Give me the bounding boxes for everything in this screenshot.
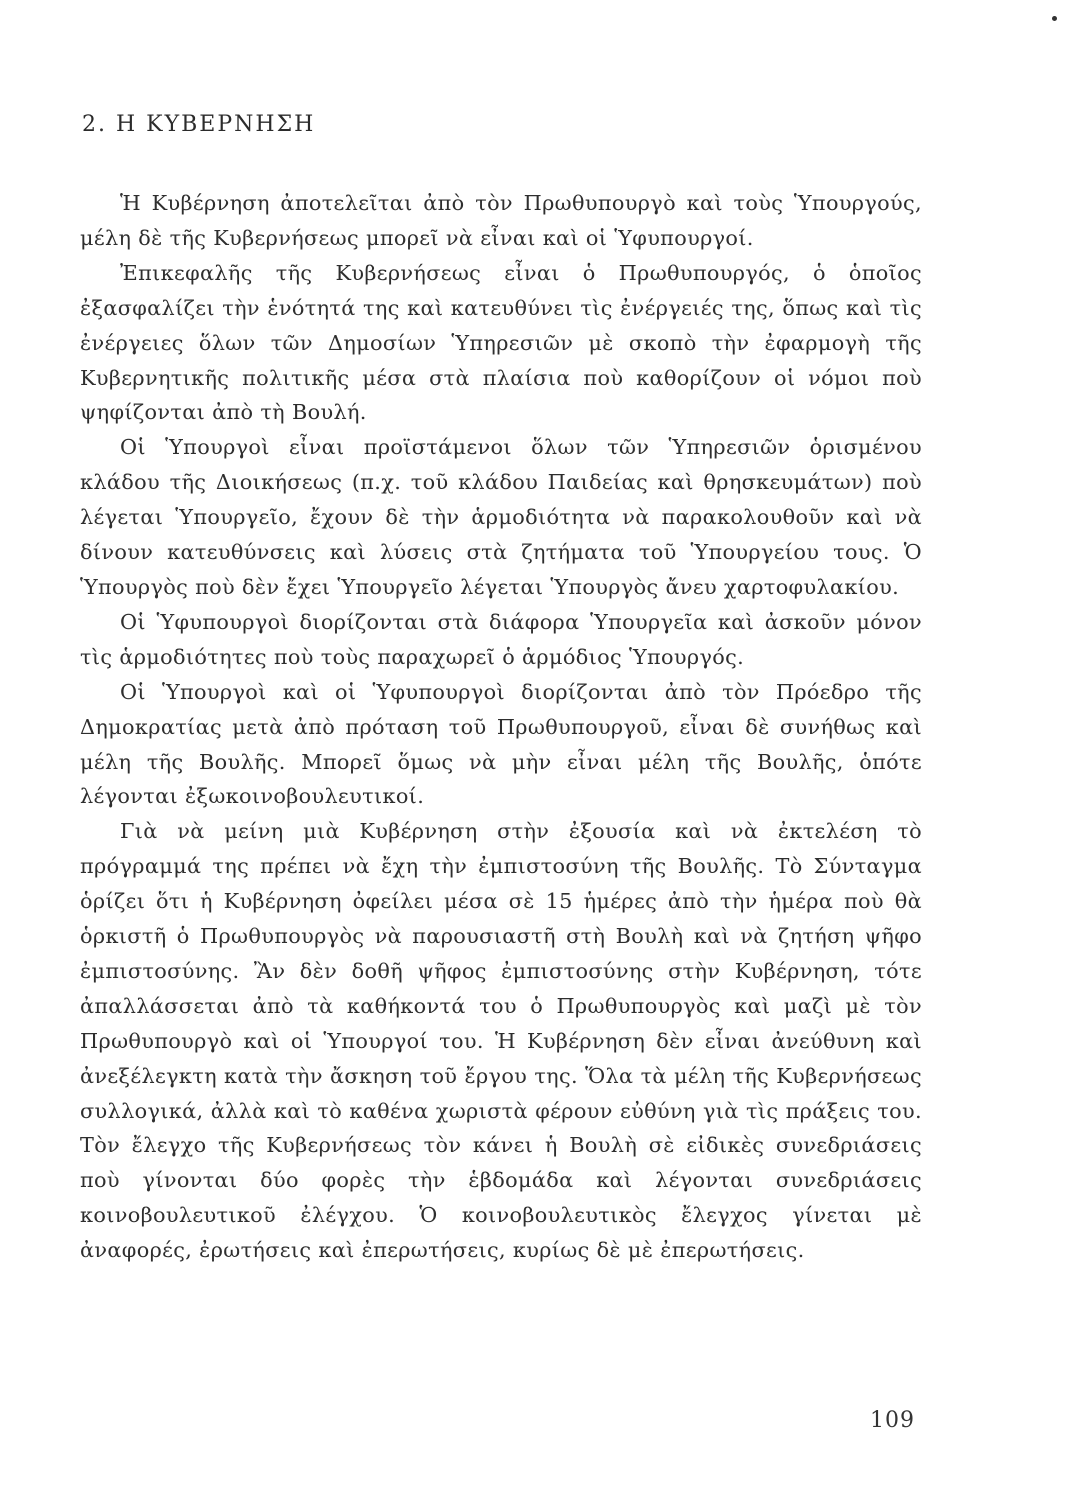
paragraph: Ἐπικεφαλῆς τῆς Κυβερνήσεως εἶναι ὁ Πρωθυπουργός, ὁ ὁποῖος ἐξασφαλίζει τὴν ἑνότητά της καὶ κατευθύνει τὶς ἐνέργειές της, ὅπως καὶ τὶς ἐνέργειες ὅλων τῶν Δημοσίων Ὑπηρεσιῶν μὲ σκοπὸ τὴν ἐφαρμογὴ τῆς Κυβερνητικῆς πολιτικῆς μέσα στὰ πλαίσια ποὺ καθορίζουν οἱ νόμοι ποὺ ψηφίζονται ἀπὸ τὴ Βουλή. xyxy=(80,260,922,425)
section-heading: 2. Η ΚΥΒΕΡΝΗΣΗ xyxy=(82,112,316,137)
paragraph: Ἡ Κυβέρνηση ἀποτελεῖται ἀπὸ τὸν Πρωθυπουργὸ καὶ τοὺς Ὑπουργούς, μέλη δὲ τῆς Κυβερνήσεως μπορεῖ νὰ εἶναι καὶ οἱ Ὑφυπουργοί. xyxy=(80,191,922,250)
paragraph: Οἱ Ὑπουργοὶ καὶ οἱ Ὑφυπουργοὶ διορίζονται ἀπὸ τὸν Πρόεδρο τῆς Δημοκρατίας μετὰ ἀπὸ πρόταση τοῦ Πρωθυπουργοῦ, εἶναι δὲ συνήθως καὶ μέλη τῆς Βουλῆς. Μπορεῖ ὅμως νὰ μὴν εἶναι μέλη τῆς Βουλῆς, ὁπότε λέγονται ἐξωκοινοβουλευτικοί. xyxy=(80,679,922,809)
paragraph: Γιὰ νὰ μείνη μιὰ Κυβέρνηση στὴν ἐξουσία καὶ νὰ ἐκτελέση τὸ πρόγραμμά της πρέπει νὰ ἔχη τὴν ἐμπιστοσύνη τῆς Βουλῆς. Τὸ Σύνταγμα ὁρίζει ὅτι ἡ Κυβέρνηση ὀφείλει μέσα σὲ 15 ἡμέρες ἀπὸ τὴν ἡμέρα ποὺ θὰ ὁρκιστῆ ὁ Πρωθυπουργὸς νὰ παρουσιαστῆ στὴ Βουλὴ καὶ νὰ ζητήση ψῆφο ἐμπιστοσύνης. Ἂν δὲν δοθῆ ψῆφος ἐμπιστοσύνης στὴν Κυβέρνηση, τότε ἀπαλλάσσεται ἀπὸ τὰ καθήκοντά του ὁ Πρωθυπουργὸς καὶ μαζὶ μὲ τὸν Πρωθυπουργὸ καὶ οἱ Ὑπουργοί του. Ἡ Κυβέρνηση δὲν εἶναι ἀνεύθυνη καὶ ἀνεξέλεγκτη κατὰ τὴν ἄσκηση τοῦ ἔργου της. Ὅλα τὰ μέλη τῆς Κυβερνήσεως συλλογικά, ἀλλὰ καὶ τὸ καθένα χωριστὰ φέρουν εὐθύνη γιὰ τὶς πράξεις του. Τὸν ἔλεγχο τῆς Κυβερνήσεως τὸν κάνει ἡ Βουλὴ σὲ εἰδικὲς συνεδριάσεις ποὺ γίνονται δύο φορὲς τὴν ἑβδομάδα καὶ λέγονται συνεδριάσεις κοινοβουλευτικοῦ ἐλέγχου. Ὁ κοινοβουλευτικὸς ἔλεγχος γίνεται μὲ ἀναφορές, ἐρωτήσεις καὶ ἐπερωτήσεις, κυρίως δὲ μὲ ἐπερωτήσεις. xyxy=(80,819,922,1263)
scan-speck xyxy=(1052,16,1057,21)
body-text xyxy=(80,186,922,1268)
page-number: 109 xyxy=(870,1408,915,1433)
paragraph: Οἱ Ὑπουργοὶ εἶναι προϊστάμενοι ὅλων τῶν Ὑπηρεσιῶν ὁρισμένου κλάδου τῆς Διοικήσεως (π.χ. τοῦ κλάδου Παιδείας καὶ θρησκευμάτων) ποὺ λέγεται Ὑπουργεῖο, ἔχουν δὲ τὴν ἁρμοδιότητα νὰ παρακολουθοῦν καὶ νὰ δίνουν κατευθύνσεις καὶ λύσεις στὰ ζητήματα τοῦ Ὑπουργείου τους. Ὁ Ὑπουργὸς ποὺ δὲν ἔχει Ὑπουργεῖο λέγεται Ὑπουργὸς ἄνευ χαρτοφυλακίου. xyxy=(80,435,922,599)
paragraph: Οἱ Ὑφυπουργοὶ διορίζονται στὰ διάφορα Ὑπουργεῖα καὶ ἀσκοῦν μόνον τὶς ἁρμοδιότητες ποὺ τοὺς παραχωρεῖ ὁ ἁρμόδιος Ὑπουργός. xyxy=(80,609,922,669)
